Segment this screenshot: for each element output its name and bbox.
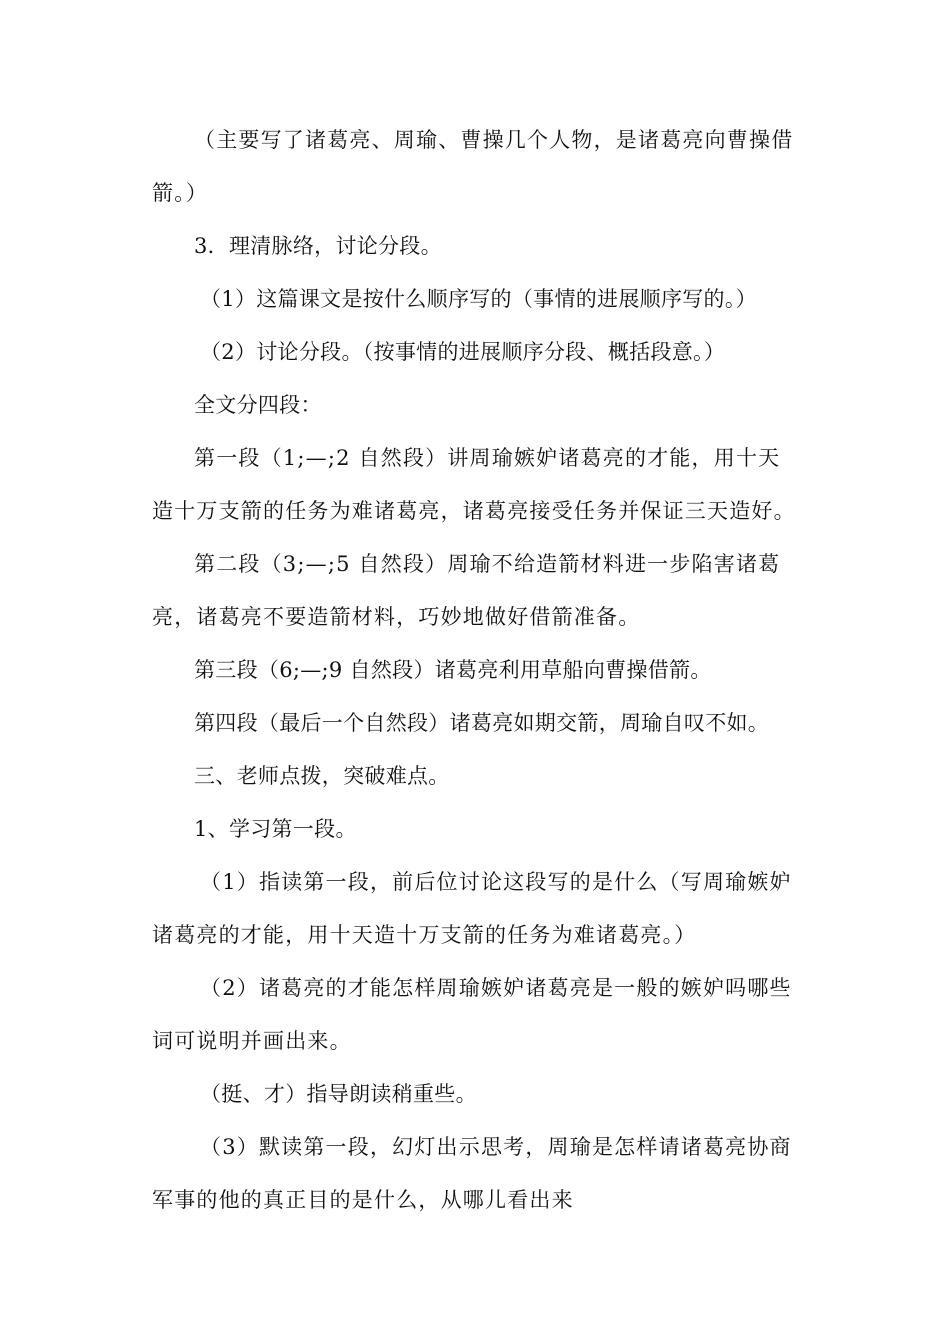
paragraph-section-3: 第三段（6;—;9 自然段）诸葛亮利用草船向曹操借箭。 [194,658,712,682]
paragraph-teacher-guidance-heading: 三、老师点拨，突破难点。 [194,764,450,788]
paragraph-section-4: 第四段（最后一个自然段）诸葛亮如期交箭，周瑜自叹不如。 [194,711,770,735]
document-body [152,114,802,1227]
paragraph-step-3-heading: 3．理清脉络，讨论分段。 [194,234,442,258]
paragraph-question-1: （1）指读第一段，前后位讨论这段写的是什么（写周瑜嫉妒诸葛亮的才能，用十天造十万支箭的任务为难诸葛亮。） [152,870,792,947]
paragraph-discuss-sections: （2）讨论分段。（按事情的进展顺序分段、概括段意。） [200,340,726,364]
paragraph-section-2: 第二段（3;—;5 自然段）周瑜不给造箭材料进一步陷害诸葛亮，诸葛亮不要造箭材料，巧妙地做好借箭准备。 [152,552,781,629]
paragraph-question-2: （2）诸葛亮的才能怎样周瑜嫉妒诸葛亮是一般的嫉妒吗哪些词可说明并画出来。 [152,976,792,1053]
paragraph-reading-guidance: （挺、才）指导朗读稍重些。 [200,1082,477,1106]
paragraph-study-section-1: 1、学习第一段。 [194,817,357,841]
paragraph-question-3: （3）默读第一段，幻灯出示思考，周瑜是怎样请诸葛亮协商军事的他的真正目的是什么，从哪儿看出来 [152,1135,792,1212]
paragraph-characters-summary: （主要写了诸葛亮、周瑜、曹操几个人物，是诸葛亮向曹操借箭。） [152,128,794,205]
paragraph-order-question: （1）这篇课文是按什么顺序写的（事情的进展顺序写的。） [200,287,757,311]
paragraph-section-1: 第一段（1;—;2 自然段）讲周瑜嫉妒诸葛亮的才能，用十天造十万支箭的任务为难诸葛亮，诸葛亮接受任务并保证三天造好。 [152,446,796,523]
paragraph-four-sections: 全文分四段： [194,393,322,417]
